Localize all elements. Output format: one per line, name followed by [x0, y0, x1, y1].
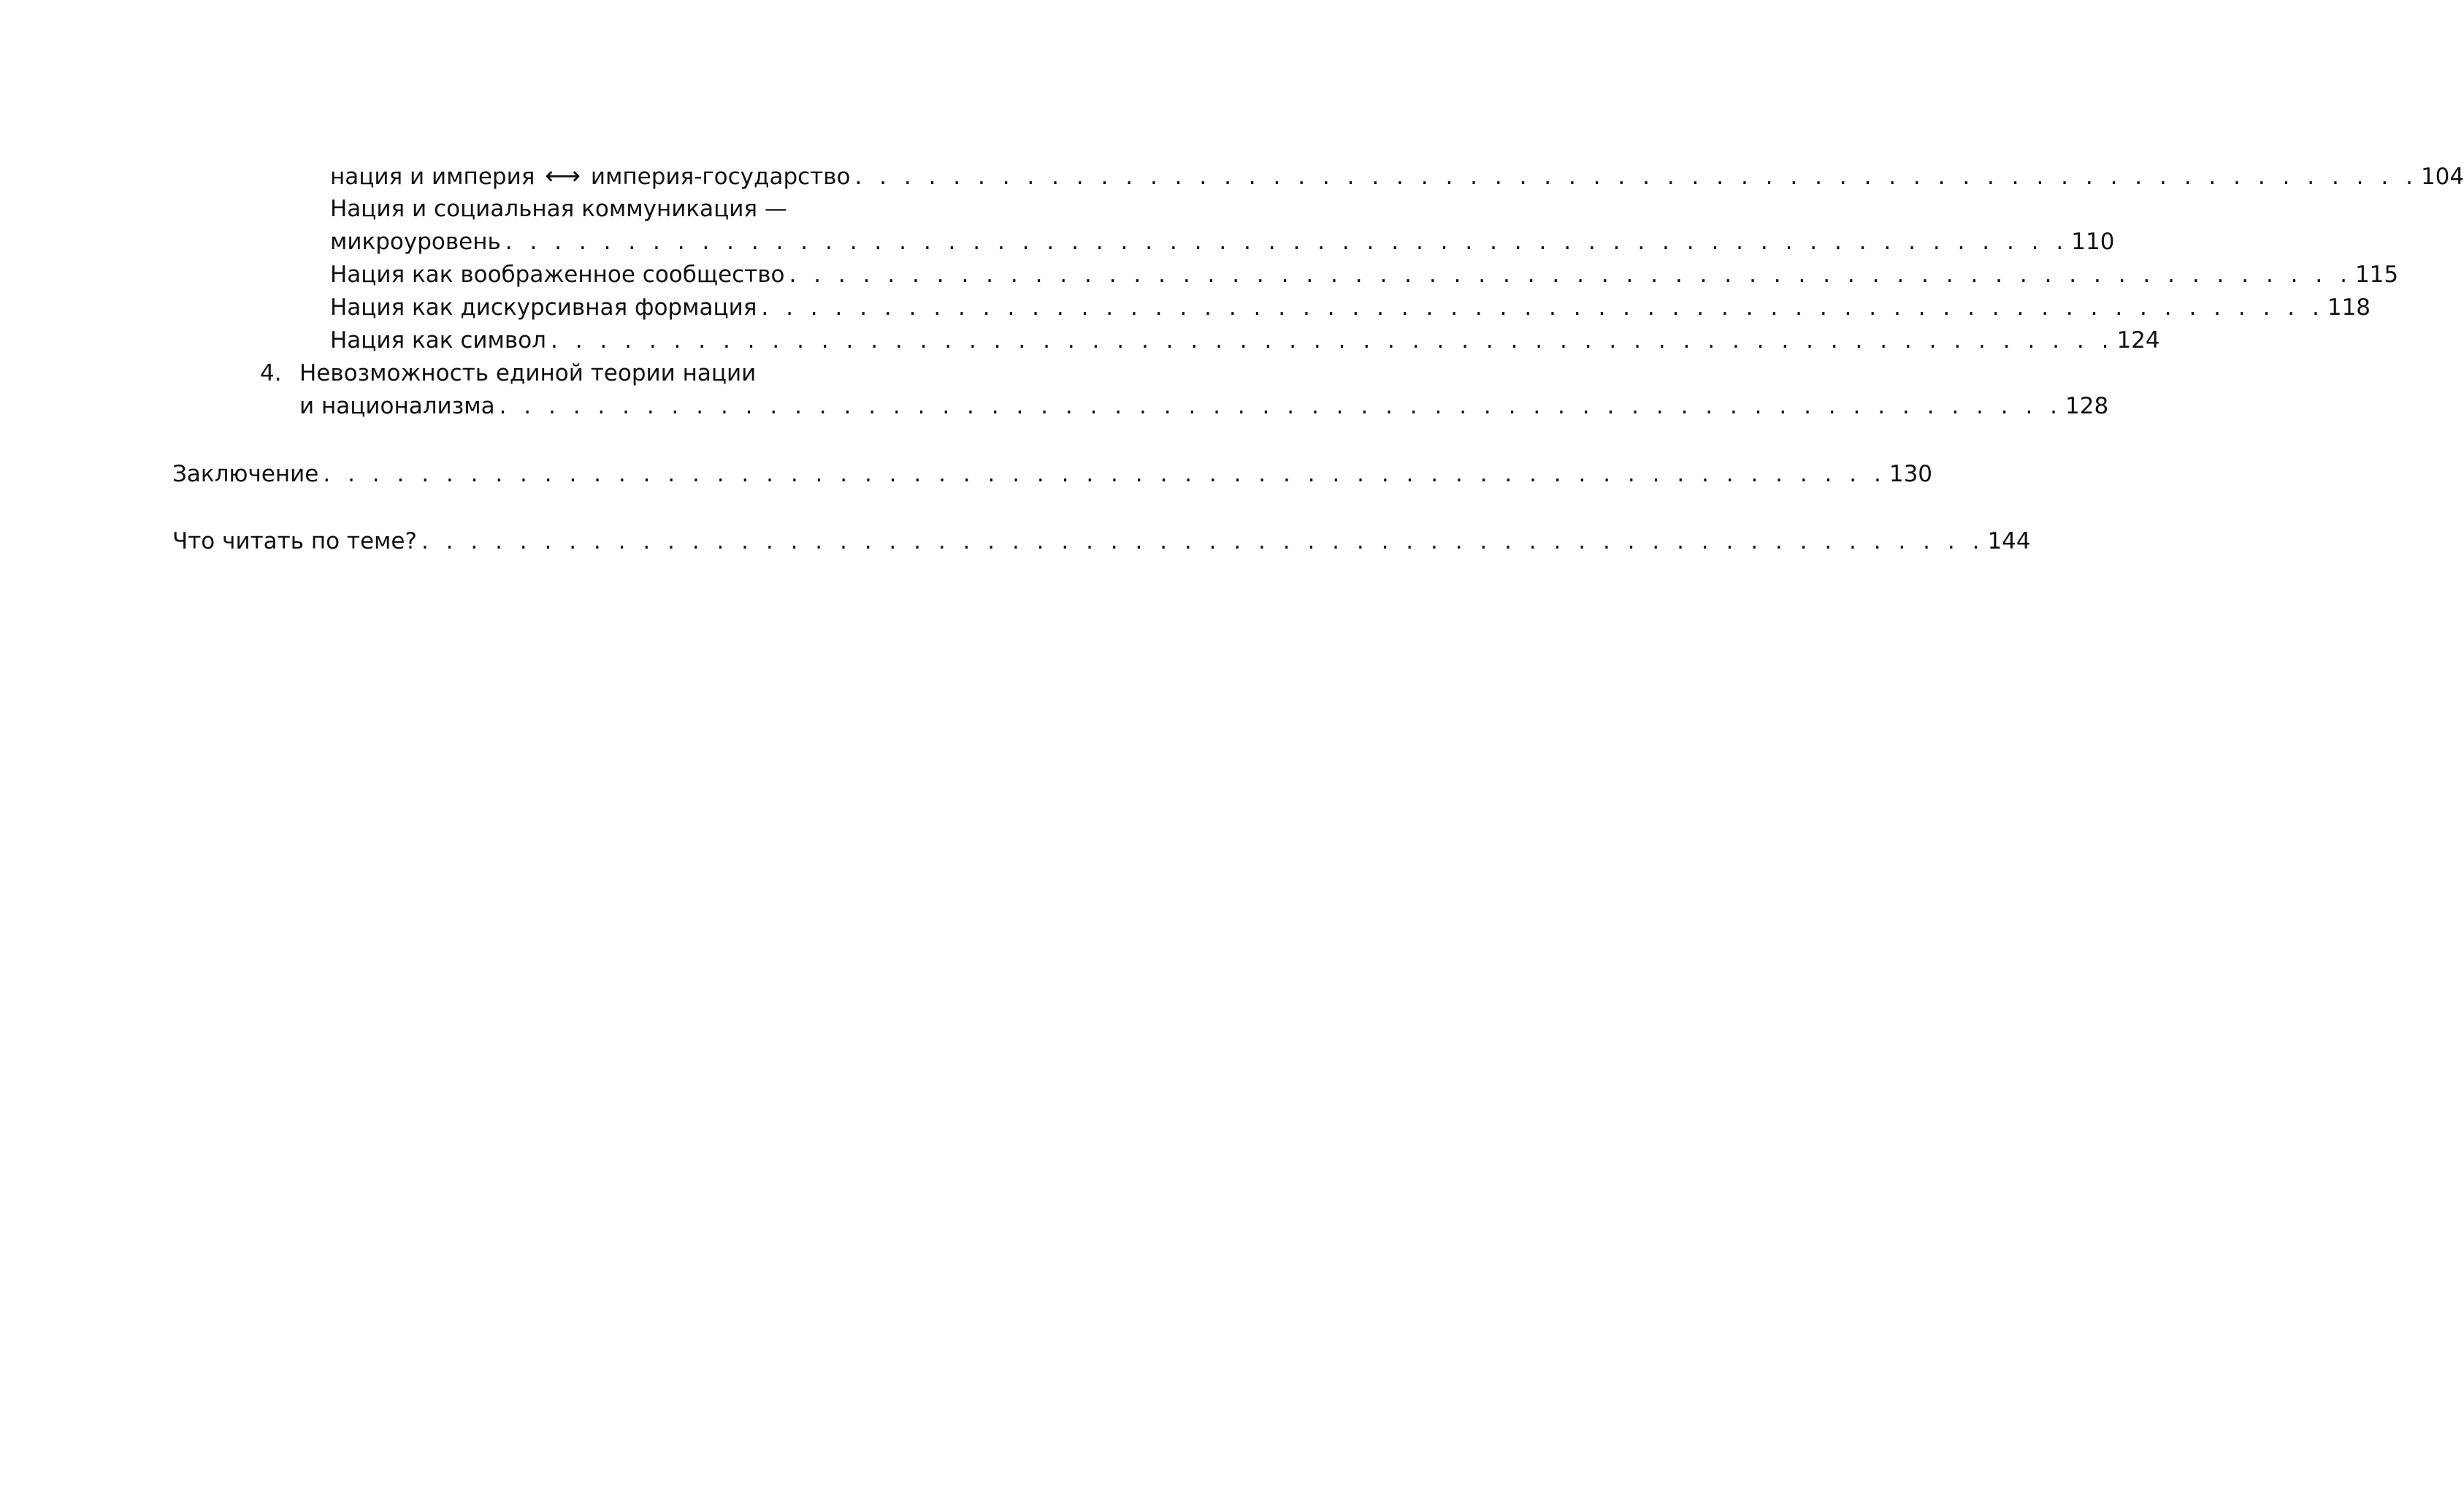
toc-title-part-2: империя-государство	[590, 164, 851, 190]
toc-page-number: 115	[2354, 262, 2399, 288]
toc-entry-impossibility-of-theory	[260, 356, 935, 390]
toc-entry-nation-as-symbol	[330, 324, 2160, 357]
toc-entry-discursive-formation	[330, 291, 2371, 324]
toc-entry-social-communication	[330, 192, 935, 226]
toc-entry-title: Заключение	[172, 461, 319, 487]
toc-page-number: 128	[2065, 393, 2109, 419]
toc-leader-dots: . . . . . . . . . . . . . . . . . . . . . . . . . . . . . . . . . . . . . . . . . . . . . . . . . . . . . . . . . . . . . . . .	[550, 327, 2114, 354]
toc-leader-dots: . . . . . . . . . . . . . . . . . . . . . . . . . . . . . . . . . . . . . . . . . . . . . . . . . . . . . . . . . . . . . . . .	[499, 393, 2063, 419]
toc-entry-title: Невозможность единой теории нации	[299, 360, 757, 386]
toc-leader-dots: . . . . . . . . . . . . . . . . . . . . . . . . . . . . . . . . . . . . . . . . . . . . . . . . . . . . . . . . . . . . . . . .	[421, 528, 1985, 554]
toc-entry-title: Что читать по теме?	[172, 528, 417, 554]
toc-entry-title	[330, 159, 850, 194]
toc-entry-title: и национализма	[299, 393, 495, 419]
toc-page-number: 124	[2116, 327, 2160, 354]
toc-leader-dots: . . . . . . . . . . . . . . . . . . . . . . . . . . . . . . . . . . . . . . . . . . . . . . . . . . . . . . . . . . . . . . . .	[761, 294, 2325, 321]
toc-leader-dots: . . . . . . . . . . . . . . . . . . . . . . . . . . . . . . . . . . . . . . . . . . . . . . . . . . . . . . . . . . . . . . . .	[789, 262, 2352, 288]
toc-page-number: 118	[2327, 294, 2371, 321]
toc-page-number: 130	[1889, 461, 1933, 487]
toc-leader-dots: . . . . . . . . . . . . . . . . . . . . . . . . . . . . . . . . . . . . . . . . . . . . . . . . . . . . . . . . . . . . . . . .	[505, 229, 2069, 255]
toc-entry-nation-and-empire	[330, 159, 2464, 193]
toc-entry-title: Нация и социальная коммуникация —	[330, 196, 787, 222]
toc-entry-imagined-community	[330, 258, 2399, 291]
toc-entry-number: 4.	[260, 360, 282, 386]
toc-page-number: 144	[1987, 528, 2031, 554]
toc-entry-title: Нация как дискурсивная формация	[330, 294, 757, 321]
toc-page-number: 104	[2420, 164, 2464, 190]
double-arrow-icon: ⟷	[545, 161, 581, 191]
toc-entry-microlevel	[330, 225, 2115, 259]
toc-leader-dots: . . . . . . . . . . . . . . . . . . . . . . . . . . . . . . . . . . . . . . . . . . . . . . . . . . . . . . . . . . . . . . . .	[854, 164, 2418, 190]
toc-page-number: 110	[2071, 229, 2115, 255]
toc-entry-nationalism	[299, 389, 2109, 423]
toc-entry-conclusion	[172, 457, 1933, 491]
toc-entry-title: Нация как воображенное сообщество	[330, 262, 785, 288]
toc-title-part-1: нация и империя	[330, 164, 535, 190]
toc-entry-further-reading	[172, 524, 2031, 558]
toc-entry-title: Нация как символ	[330, 327, 546, 354]
toc-leader-dots: . . . . . . . . . . . . . . . . . . . . . . . . . . . . . . . . . . . . . . . . . . . . . . . . . . . . . . . . . . . . . . . .	[323, 461, 1886, 487]
toc-entry-title: микроуровень	[330, 229, 501, 255]
